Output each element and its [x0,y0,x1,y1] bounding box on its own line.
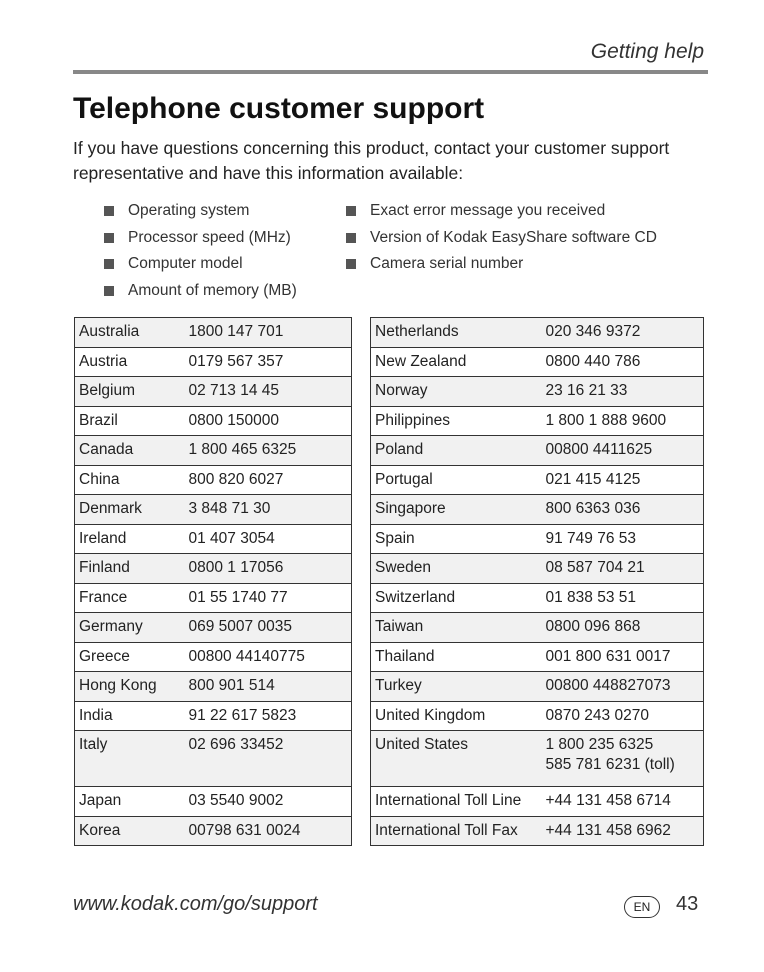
bullet-list-right [346,198,657,278]
phone-number: 800 820 6027 [188,470,284,488]
phone-number: +44 131 458 6962 [545,821,671,839]
phone-number-cell [185,436,352,466]
table-row [75,318,352,348]
bullet-text: Operating system [128,202,250,219]
phone-number: 00800 44140775 [188,647,305,665]
table-row [75,613,352,643]
country-cell: Australia [75,318,185,348]
bullet-square-icon [346,233,356,243]
country-cell: Greece [75,642,185,672]
phone-number-cell [185,318,352,348]
bullet-square-icon [104,233,114,243]
country-cell: Switzerland [371,583,542,613]
bullet-text: Camera serial number [370,255,524,272]
phone-number-cell [542,406,704,436]
phone-number-cell [542,672,704,702]
phone-number-cell [185,347,352,377]
intro-text: If you have questions concerning this product, contact your customer support representative and have this information available: [73,138,670,183]
table-row [75,406,352,436]
table-row [371,406,704,436]
country-cell: Germany [75,613,185,643]
phone-number-cell [185,816,352,846]
page-number: 43 [676,893,699,915]
phone-number: 021 415 4125 [545,470,641,488]
country-cell: Poland [371,436,542,466]
phone-number: 01 838 53 51 [545,588,637,606]
phone-number: 02 696 33452 [188,736,284,753]
phone-number: 0870 243 0270 [545,706,649,724]
bullet-text: Computer model [128,255,243,272]
country-cell: Portugal [371,465,542,495]
phone-number: 01 407 3054 [188,529,275,547]
phone-number-cell [185,731,352,787]
country-cell: Philippines [371,406,542,436]
phone-number-cell [542,377,704,407]
table-row [75,642,352,672]
bullet-square-icon [346,206,356,216]
phone-number: 0800 150000 [188,411,280,429]
bullet-item [346,225,657,252]
bullet-text: Exact error message you received [370,202,606,219]
country-cell: Norway [371,377,542,407]
bullet-item [346,198,657,225]
bullet-item [104,251,297,278]
phone-number-cell [185,465,352,495]
phone-number: 800 6363 036 [545,500,641,518]
bullet-square-icon [104,286,114,296]
phone-number: 00798 631 0024 [188,821,301,839]
table-row [371,613,704,643]
bullet-square-icon [104,206,114,216]
country-cell: Brazil [75,406,185,436]
phone-number: 03 5540 9002 [188,792,284,810]
bullet-item [104,198,297,225]
phone-number-cell [542,816,704,846]
country-cell: United Kingdom [371,701,542,731]
country-cell: United States [371,731,542,787]
country-cell: Singapore [371,495,542,525]
phone-number-cell [185,495,352,525]
phone-number: 3 848 71 30 [188,500,271,518]
phone-number: 1 800 465 6325 [188,441,297,459]
table-row [371,701,704,731]
bullet-item [104,225,297,252]
country-cell: Taiwan [371,613,542,643]
bullet-list-left [104,198,297,304]
country-cell: Denmark [75,495,185,525]
phone-number: 1 800 1 888 9600 [545,411,667,429]
country-cell: New Zealand [371,347,542,377]
phone-table-left [74,317,352,846]
phone-number-cell [185,642,352,672]
phone-number-cell [542,347,704,377]
table-row [371,347,704,377]
country-cell: Spain [371,524,542,554]
bullet-text: Version of Kodak EasyShare software CD [370,228,657,246]
bullet-item [104,278,297,305]
phone-number-cell [542,318,704,348]
phone-number-cell [542,731,704,787]
phone-number-cell [542,524,704,554]
phone-number: 020 346 9372 [545,323,641,341]
country-cell: Netherlands [371,318,542,348]
bullet-text: Amount of memory (MB) [128,281,297,299]
phone-number: +44 131 458 6714 [545,792,671,810]
phone-number-cell [542,642,704,672]
country-cell: Austria [75,347,185,377]
phone-number-cell [542,613,704,643]
country-cell: China [75,465,185,495]
phone-number: 800 901 514 [188,677,275,695]
phone-table-right [370,317,704,846]
table-row [75,524,352,554]
phone-number-cell [185,377,352,407]
phone-number: 1800 147 701 [188,323,284,341]
country-cell: Sweden [371,554,542,584]
phone-number-cell [185,787,352,817]
country-cell: Italy [75,731,185,787]
table-row [75,495,352,525]
table-row [75,347,352,377]
phone-number-cell [542,465,704,495]
table-row [75,436,352,466]
table-row [75,816,352,846]
bullet-square-icon [346,259,356,269]
country-cell: International Toll Line [371,787,542,817]
bullet-item [346,251,657,278]
table-row [75,377,352,407]
table-row [371,495,704,525]
table-row [75,787,352,817]
table-row [75,465,352,495]
country-cell: Finland [75,554,185,584]
phone-number-cell [542,787,704,817]
support-url[interactable]: www.kodak.com/go/support [73,893,318,915]
phone-number-cell [542,554,704,584]
table-row [371,318,704,348]
phone-number-cell [185,701,352,731]
table-row [371,554,704,584]
phone-number: 0800 096 868 [545,618,641,636]
country-cell: Ireland [75,524,185,554]
section-label: Getting help [590,40,704,63]
table-row [371,672,704,702]
table-row [371,787,704,817]
language-badge-icon: EN [624,896,660,918]
phone-number-cell [542,701,704,731]
header-rule [73,70,708,74]
table-row [371,642,704,672]
phone-number: 069 5007 0035 [188,618,292,636]
country-cell: India [75,701,185,731]
phone-number: 02 713 14 45 [188,382,280,400]
country-cell: International Toll Fax [371,816,542,846]
table-row [371,583,704,613]
country-cell: Thailand [371,642,542,672]
table-row [371,731,704,787]
phone-number-cell [542,436,704,466]
phone-number: 23 16 21 33 [545,382,628,400]
country-cell: Belgium [75,377,185,407]
phone-number: 08 587 704 21 [545,559,645,577]
table-row [75,672,352,702]
phone-number-secondary: 585 781 6231 (toll) [545,756,675,773]
country-cell: Korea [75,816,185,846]
phone-number: 91 749 76 53 [545,529,637,547]
phone-number-cell [542,495,704,525]
country-cell: Turkey [371,672,542,702]
table-row [75,701,352,731]
phone-number-cell [185,406,352,436]
phone-number: 001 800 631 0017 [545,647,671,665]
table-row [75,731,352,787]
table-row [371,816,704,846]
phone-number: 0179 567 357 [188,352,284,370]
country-cell: Canada [75,436,185,466]
table-row [371,524,704,554]
phone-number: 1 800 235 6325 [545,736,654,753]
phone-number: 91 22 617 5823 [188,706,297,724]
country-cell: France [75,583,185,613]
phone-number-cell [542,583,704,613]
phone-number: 0800 440 786 [545,352,641,370]
table-row [75,554,352,584]
phone-number: 01 55 1740 77 [188,588,288,606]
page-title: Telephone customer support [73,92,485,125]
country-cell: Japan [75,787,185,817]
table-row [75,583,352,613]
phone-number-cell [185,524,352,554]
phone-number-cell [185,554,352,584]
phone-number-cell [185,672,352,702]
bullet-text: Processor speed (MHz) [128,228,291,246]
phone-number: 00800 448827073 [545,677,671,695]
table-row [371,436,704,466]
phone-number: 00800 4411625 [545,441,653,459]
country-cell: Hong Kong [75,672,185,702]
table-row [371,377,704,407]
phone-number: 0800 1 17056 [188,559,284,577]
phone-number-cell [185,583,352,613]
table-row [371,465,704,495]
bullet-square-icon [104,259,114,269]
phone-number-cell [185,613,352,643]
